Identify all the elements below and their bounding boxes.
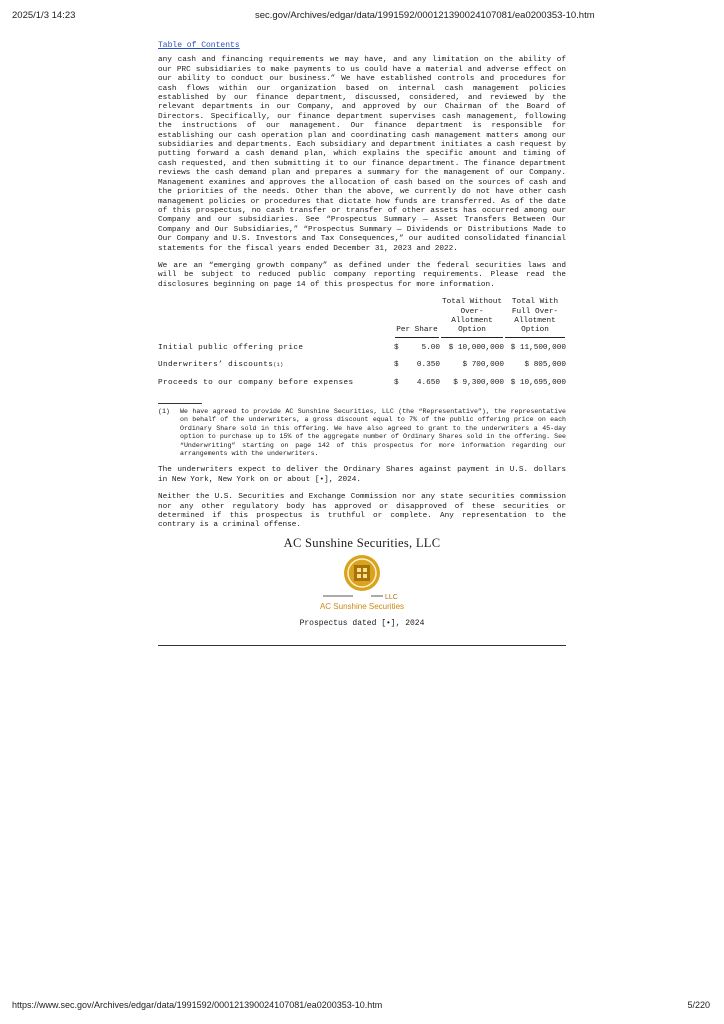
footnote-text: We have agreed to provide AC Sunshine Securities, LLC (the “Representative”), the representative on behalf of the underwriters, a gross discount equal to 7% of the public offering price on each Ordinary Share sold in this offering. We have also agreed to grant to the underwriters a 45-day option to purchase up to 15% of the aggregate number of Ordinary Shares sold in the offering. See “Underwriting” starting on page 142 of this prospectus for more information regarding our arrangements with the underwriters. [180,408,566,458]
table-row [158,356,566,373]
footnote [158,408,566,458]
per-share-value: 0.350 [416,361,440,370]
offering-table-header [158,298,566,339]
ac-sunshine-logo [307,554,417,614]
total-with-value: $ 805,000 [524,361,566,370]
logo-square-icon [354,565,370,581]
prospectus-page [158,41,566,646]
page-indicator: 5/220 [687,1000,710,1010]
row-label: Initial public offering price [158,343,304,352]
total-with-value: $ 10,695,000 [510,378,566,387]
browser-print-header [12,10,710,26]
footnote-ref: (1) [273,362,284,369]
cash-management-paragraph: any cash and financing requirements we may have, and any limitation on the ability of our PRC subsidiaries to make payments to us could have a material and adverse effect on our ability to conduct our business.” We have established controls and procedures for cash flows within our organization based on internal cash management policies established by our finance department, discussed, considered, and reviewed by the relevant departments in our Company, and approved by our Chairman of the Board of Directors. Specifically, our finance department supervises cash management, following the instructions of our management. Our finance department is responsible for establishing our cash operation plan and coordinating cash management matters among our subsidiaries and departments. Each subsidiary and department initiates a cash request by putting forward a cash demand plan, which explains the specific amount and timing of cash requested, and then submitting it to our finance department. The finance department reviews the cash demand plan and prepares a summary for the management of our Company. Management examines and approves the allocation of cash based on the sources of cash and the priorities of the needs. Other than the above, we currently do not have other cash management policies or procedures that dictate how funds are transferred. As of the date of this prospectus, no cash transfer or transfer of other assets has occurred among our Company and our subsidiaries. See “Prospectus Summary — Asset Transfers Between Our Company and Our Subsidiaries,” “Prospectus Summary — Dividends or Distributions Made to Our Company and U.S. Investors and Tax Consequences,” our audited consolidated financial statements for the fiscal years ended December 31, 2023 and 2022. [158,56,566,253]
total-without-value: $ 10,000,000 [448,343,504,352]
header-total-with: Total With Full Over-Allotment Option [505,298,565,338]
currency-sign: $ [394,343,399,352]
header-per-share: Per Share [395,326,439,337]
table-row [158,339,566,356]
underwriter-name: AC Sunshine Securities, LLC [283,535,441,550]
currency-sign: $ [394,378,399,387]
row-label: Proceeds to our company before expenses [158,378,354,387]
row-label: Underwriters’ discounts$^{(1)}$ [158,361,284,370]
total-without-value: $ 700,000 [462,361,504,370]
browser-print-footer [12,1000,710,1014]
per-share-value: 5.00 [421,343,440,352]
page-end-rule [158,645,566,646]
delivery-paragraph: The underwriters expect to deliver the Ordinary Shares against payment in U.S. dollars in New York, New York on or about [•], 2024. [158,466,566,484]
prospectus-date: Prospectus dated [•], 2024 [299,619,425,629]
per-share-value: 4.650 [416,378,440,387]
emerging-growth-paragraph: We are an “emerging growth company” as defined under the federal securities laws and will be subject to reduced public company reporting requirements. Please read the disclosures beginning on page 14 of this prospectus for more information. [158,261,566,289]
currency-sign: $ [394,361,399,370]
sec-disclaimer-paragraph: Neither the U.S. Securities and Exchange Commission nor any state securities commission nor any other regulatory body has approved or disapproved of these securities or determined if this prospectus is truthful or complete. Any representation to the contrary is a criminal offense. [158,493,566,530]
total-with-value: $ 11,500,000 [510,343,566,352]
logo-name: AC Sunshine Securities [319,602,405,612]
offering-table [158,298,566,391]
print-header-url: sec.gov/Archives/edgar/data/1991592/000121390024107081/ea0200353-10.htm [255,10,595,21]
total-without-value: $ 9,300,000 [453,378,504,387]
table-row [158,374,566,391]
print-datetime: 2025/1/3 14:23 [12,10,76,21]
logo-llc: LLC [385,594,398,602]
footnote-marker: (1) [158,408,170,415]
print-footer-url: https://www.sec.gov/Archives/edgar/data/1991592/000121390024107081/ea0200353-10.htm [12,1000,383,1010]
footnote-divider [158,403,202,404]
table-of-contents-link[interactable]: Table of Contents [158,41,240,50]
header-total-without: Total Without Over-Allotment Option [441,298,503,338]
